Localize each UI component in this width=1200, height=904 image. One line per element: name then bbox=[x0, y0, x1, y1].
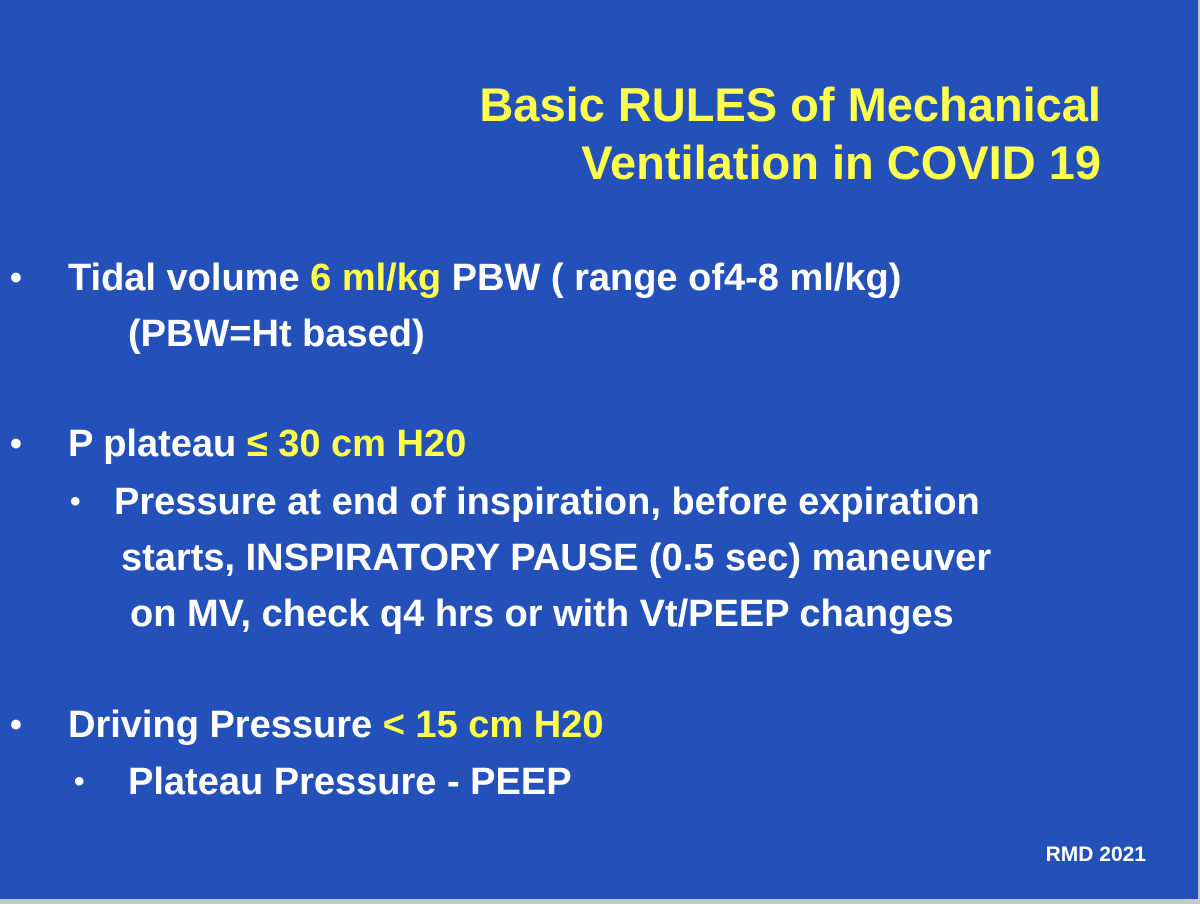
driving-pressure-text: Driving Pressure bbox=[68, 704, 383, 746]
bullet-dot-1: • bbox=[10, 259, 22, 297]
title-line-1: Basic RULES of Mechanical bbox=[479, 78, 1101, 131]
bullet-plateau-pressure bbox=[68, 422, 466, 466]
title-line-2: Ventilation in COVID 19 bbox=[581, 136, 1101, 189]
footer-credit: RMD 2021 bbox=[1045, 843, 1146, 866]
driving-pressure-highlight: < 15 cm H20 bbox=[382, 704, 604, 746]
bullet-tidal-volume bbox=[68, 256, 901, 300]
plateau-highlight: ≤ 30 cm H20 bbox=[246, 423, 467, 465]
bullet-dot-3: • bbox=[10, 706, 22, 744]
sub-bullet-dot-2: • bbox=[74, 765, 85, 798]
plateau-sub-line-2: starts, INSPIRATORY PAUSE (0.5 sec) maneuver bbox=[121, 537, 992, 579]
frame-edge-bottom bbox=[0, 899, 1200, 904]
tidal-volume-highlight: 6 ml/kg bbox=[310, 257, 442, 299]
slide-title bbox=[479, 76, 1101, 192]
plateau-sub-line-3: on MV, check q4 hrs or with Vt/PEEP changes bbox=[130, 593, 954, 635]
driving-pressure-sub-line: Plateau Pressure - PEEP bbox=[128, 761, 572, 803]
pbw-note: (PBW=Ht based) bbox=[128, 313, 425, 355]
plateau-text: P plateau bbox=[68, 423, 247, 465]
plateau-sub-line-1: Pressure at end of inspiration, before expiration bbox=[114, 481, 980, 523]
bullet-driving-pressure bbox=[68, 703, 603, 747]
sub-bullet-dot-1: • bbox=[70, 485, 81, 518]
tidal-volume-text: Tidal volume bbox=[68, 257, 311, 299]
bullet-dot-2: • bbox=[10, 425, 22, 463]
tidal-volume-range: PBW ( range of4-8 ml/kg) bbox=[441, 257, 902, 299]
